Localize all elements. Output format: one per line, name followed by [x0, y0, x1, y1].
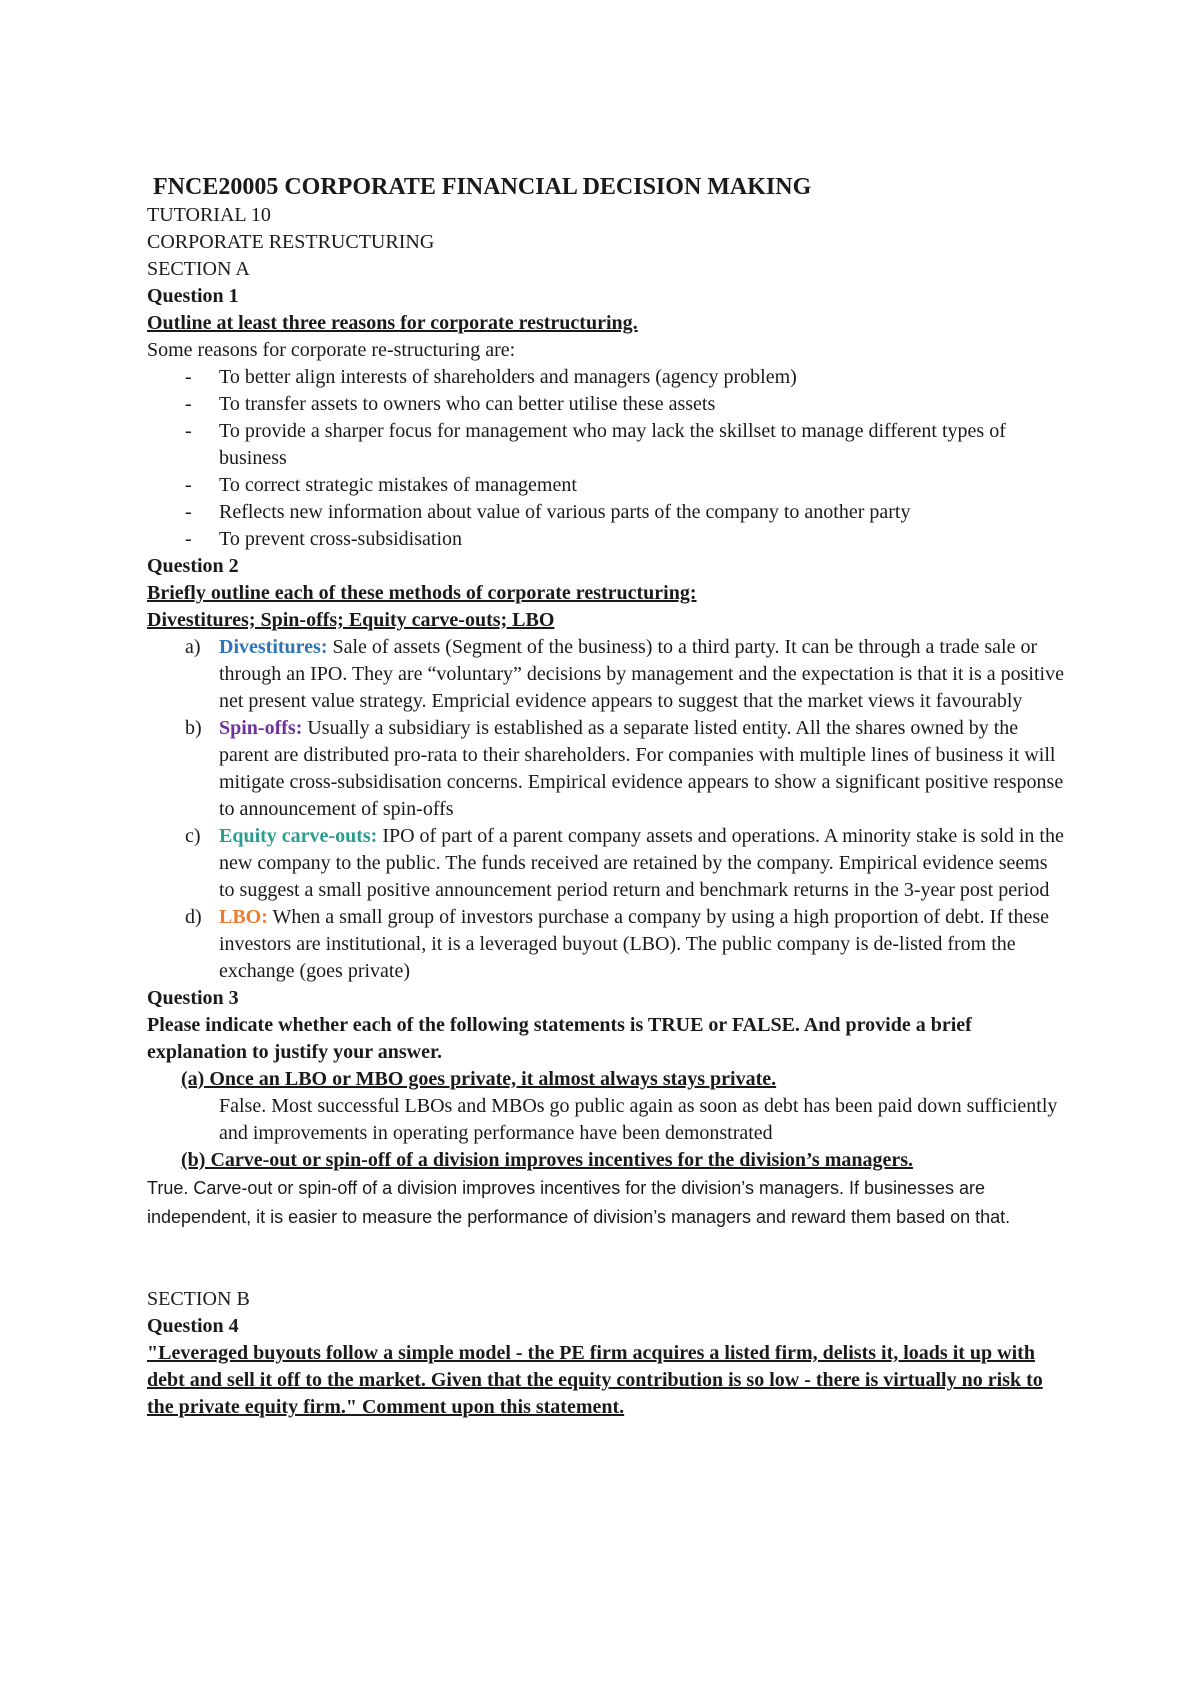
question-1-label: Question 1 — [147, 285, 239, 307]
list-item: - To transfer assets to owners who can better utilise these assets — [185, 391, 1067, 418]
course-title: FNCE20005 CORPORATE FINANCIAL DECISION MAKING — [153, 174, 812, 200]
term-description: IPO of part of a parent company assets and operations. A minority stake is sold in the new company to the public. The funds received are retained by the company. Empirical evidence seems to suggest a small positive announcement period return and benchmark returns in the 3-year post period — [219, 825, 1064, 901]
item-marker: d) — [185, 906, 202, 928]
question-2-prompt: Briefly outline each of these methods of corporate restructuring: — [147, 582, 697, 604]
term-description: Usually a subsidiary is established as a separate listed entity. All the shares owned by the parent are distributed pro-rata to their shareholders. For companies with multiple lines of business it will mitigate cross-subsidisation concerns. Empirical evidence appears to show a significant positive response to announcement of spin-offs — [219, 717, 1064, 820]
document-body — [147, 172, 1067, 1421]
list-item — [185, 715, 1067, 823]
list-item: - Reflects new information about value of various parts of the company to another party — [185, 499, 1067, 526]
section-gap — [147, 1232, 1067, 1286]
question-2-answers — [147, 634, 1067, 985]
term-description: Sale of assets (Segment of the business) to a third party. It can be through a trade sale or through an IPO. They are “voluntary” decisions by management and the expectation is that it is a positive net present value strategy. Empricial evidence appears to suggest that the market views it favourably — [219, 636, 1064, 712]
question-3a-answer: False. Most successful LBOs and MBOs go public again as soon as debt has been paid down sufficiently and improvements in operating performance have been demonstrated — [219, 1095, 1058, 1144]
term-lbo: LBO: — [219, 906, 268, 928]
list-item — [185, 823, 1067, 904]
item-marker: b) — [185, 717, 202, 739]
term-spin-offs: Spin-offs: — [219, 717, 303, 739]
question-3-label: Question 3 — [147, 987, 239, 1009]
list-item: - To provide a sharper focus for management who may lack the skillset to manage different types of business — [185, 418, 1067, 472]
term-equity-carve-outs: Equity carve-outs: — [219, 825, 378, 847]
list-item: - To prevent cross-subsidisation — [185, 526, 1067, 553]
term-description: When a small group of investors purchase a company by using a high proportion of debt. If these investors are institutional, it is a leveraged buyout (LBO). The public company is de-listed from the exchange (goes private) — [219, 906, 1050, 982]
question-3b-answer: True. Carve-out or spin-off of a division improves incentives for the division’s managers. If businesses are independent, it is easier to measure the performance of division’s managers and reward them based on that. — [147, 1178, 1011, 1227]
list-item: - To better align interests of shareholders and managers (agency problem) — [185, 364, 1067, 391]
question-1-prompt: Outline at least three reasons for corporate restructuring. — [147, 312, 638, 334]
section-b-heading: SECTION B — [147, 1288, 250, 1310]
question-3a-statement: (a) Once an LBO or MBO goes private, it almost always stays private. — [181, 1068, 777, 1090]
list-item: - To correct strategic mistakes of management — [185, 472, 1067, 499]
question-2-label: Question 2 — [147, 555, 239, 577]
question-3b-statement: (b) Carve-out or spin-off of a division improves incentives for the division’s managers. — [181, 1149, 914, 1171]
list-item — [185, 904, 1067, 985]
tutorial-topic: CORPORATE RESTRUCTURING — [147, 231, 435, 253]
list-item — [185, 634, 1067, 715]
question-1-reasons — [147, 364, 1067, 553]
question-4-label: Question 4 — [147, 1315, 239, 1337]
section-a-heading: SECTION A — [147, 258, 250, 280]
question-4-prompt: "Leveraged buyouts follow a simple model - the PE firm acquires a listed firm, delists it, loads it up with debt and sell it off to the market. Given that the equity contribution is so low - there is virtually no risk to the private equity firm." Comment upon this statement. — [147, 1342, 1043, 1418]
tutorial-number: TUTORIAL 10 — [147, 204, 271, 226]
item-marker: c) — [185, 825, 201, 847]
question-2-methods: Divestitures; Spin-offs; Equity carve-outs; LBO — [147, 609, 555, 631]
term-divestitures: Divestitures: — [219, 636, 328, 658]
question-1-intro: Some reasons for corporate re-structuring are: — [147, 339, 516, 361]
question-3-prompt: Please indicate whether each of the following statements is TRUE or FALSE. And provide a brief explanation to justify your answer. — [147, 1014, 972, 1063]
item-marker: a) — [185, 636, 201, 658]
